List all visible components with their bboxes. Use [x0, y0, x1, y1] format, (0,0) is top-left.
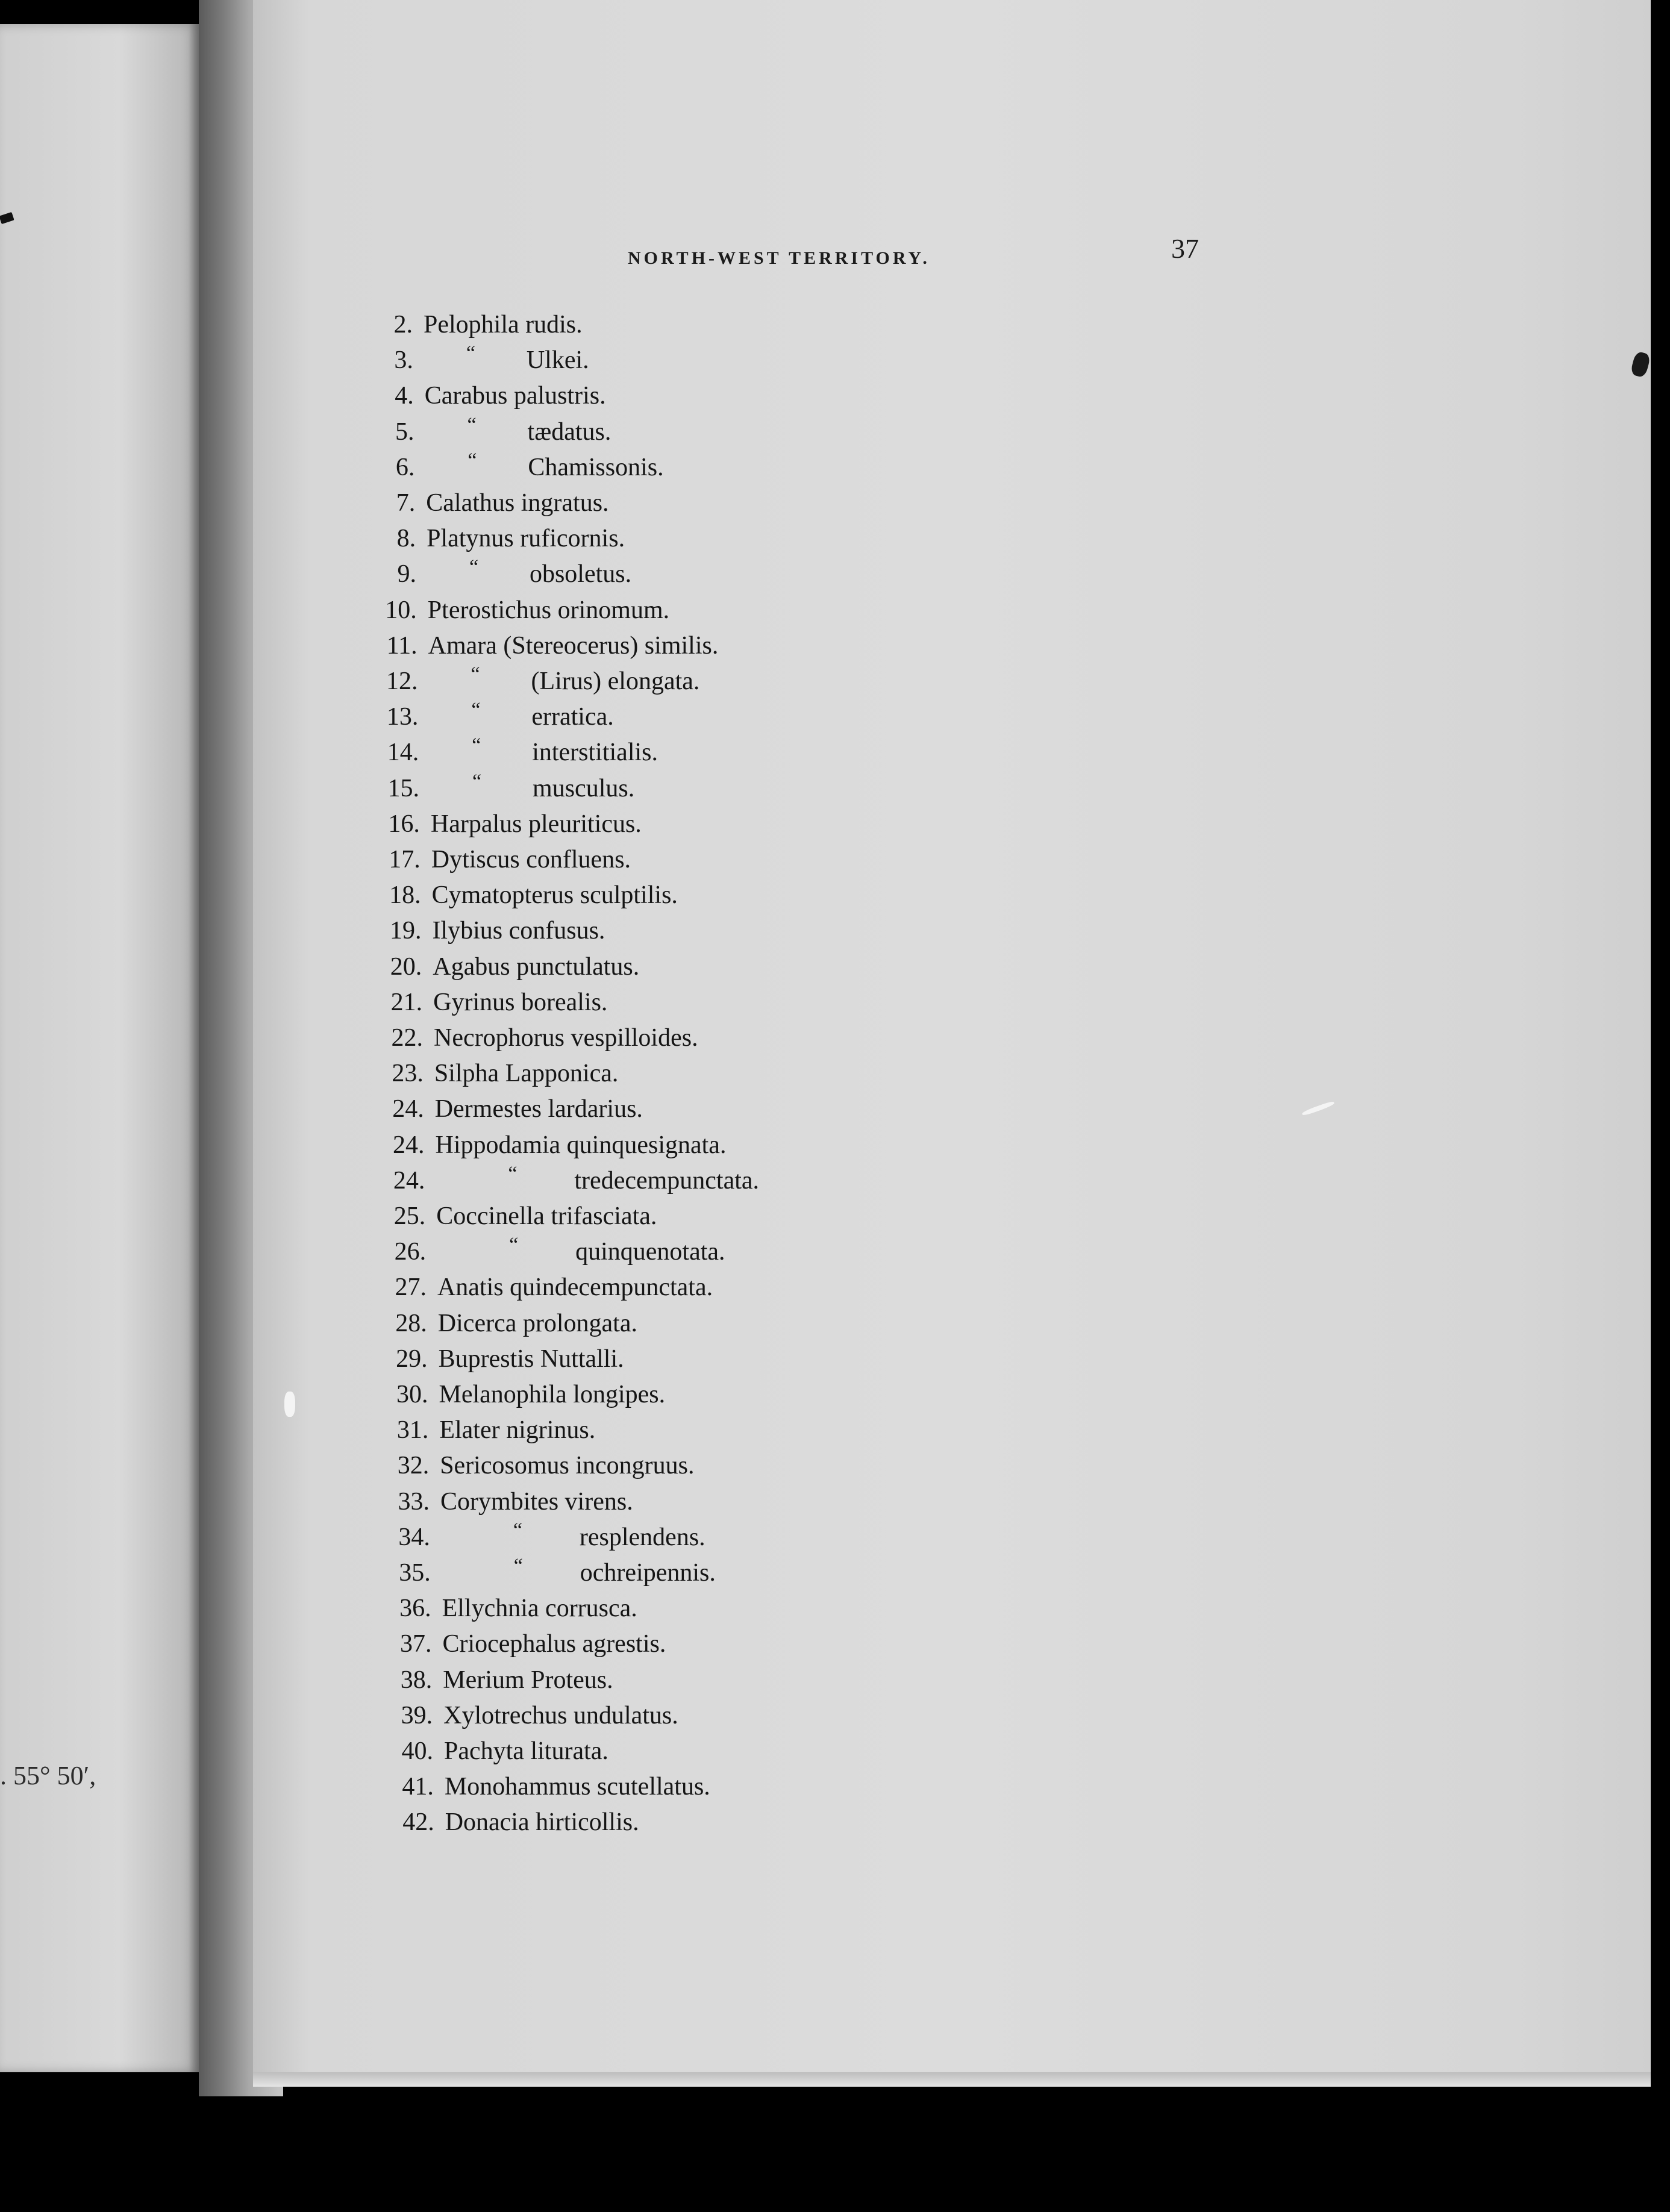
species-entry — [440, 1451, 694, 1480]
species-entry — [444, 1737, 608, 1766]
list-item — [378, 413, 921, 451]
species-name: longipes. — [573, 1381, 666, 1408]
species-entry — [433, 988, 607, 1017]
species-name: pleuriticus. — [528, 810, 642, 838]
list-item — [396, 1666, 938, 1699]
species-entry — [435, 1095, 643, 1123]
species-name: rudis. — [525, 311, 583, 339]
list-item — [389, 1162, 931, 1200]
species-name: ochreipennis. — [580, 1559, 716, 1587]
species-entry — [439, 1380, 666, 1409]
genus-name: Pelophila — [424, 311, 519, 339]
entry-number: 12. — [386, 667, 418, 695]
entry-number: 24. — [392, 1095, 424, 1123]
list-item — [390, 1234, 932, 1271]
species-name: vespilloides. — [571, 1024, 698, 1052]
list-item — [398, 1772, 940, 1806]
list-item — [388, 1095, 930, 1128]
species-name: lardarius. — [548, 1095, 643, 1123]
entry-number: 19. — [389, 917, 422, 945]
list-item — [394, 1519, 936, 1557]
entry-number: 11. — [386, 631, 418, 660]
species-name: Proteus. — [531, 1666, 613, 1694]
species-name: borealis. — [521, 988, 608, 1016]
entry-number: 5. — [395, 417, 414, 446]
species-entry — [434, 1059, 619, 1088]
entry-number: 14. — [387, 739, 419, 767]
species-name: Lapponica. — [505, 1060, 619, 1088]
species-name: punctulatus. — [516, 952, 640, 981]
list-item — [397, 1737, 939, 1770]
species-name: obsoletus. — [529, 560, 632, 589]
genus-name: Carabus — [424, 382, 508, 410]
list-item — [396, 1701, 939, 1735]
scan-border — [1651, 0, 1670, 2212]
page-number: 37 — [1171, 233, 1199, 264]
ditto-mark: “ — [466, 342, 475, 365]
species-name: tredecempunctata. — [574, 1166, 760, 1195]
species-name: undulatus. — [573, 1701, 678, 1729]
list-item — [381, 596, 923, 630]
entry-number: 18. — [389, 881, 421, 910]
ditto-mark: “ — [513, 1519, 522, 1542]
species-name: quinquenotata. — [575, 1238, 725, 1266]
genus-name: Criocephalus — [442, 1630, 577, 1658]
list-item — [384, 810, 926, 843]
species-entry — [426, 489, 608, 517]
entry-number: 22. — [391, 1024, 423, 1052]
genus-name: Ilybius — [432, 917, 503, 945]
entry-number: 40. — [401, 1737, 433, 1765]
genus-name: Donacia — [445, 1808, 530, 1837]
list-item — [395, 1629, 937, 1663]
species-name: incongruus. — [575, 1452, 695, 1480]
species-entry — [442, 1594, 637, 1623]
running-head: NORTH-WEST TERRITORY. — [628, 248, 930, 268]
ditto-mark: “ — [467, 413, 477, 436]
ditto-mark: “ — [469, 556, 479, 579]
species-entry — [425, 381, 606, 410]
list-item — [398, 1808, 940, 1842]
genus-name: Hippodamia — [435, 1131, 561, 1159]
species-name: (Stereocerus) similis. — [503, 631, 719, 660]
species-name: tædatus. — [527, 417, 611, 446]
species-entry — [428, 596, 669, 625]
genus-name: Buprestis — [438, 1345, 534, 1373]
species-name: resplendens. — [579, 1523, 705, 1551]
entry-number: 39. — [401, 1701, 433, 1729]
list-item — [389, 1202, 931, 1236]
entry-number: 37. — [399, 1630, 432, 1658]
list-item — [378, 449, 921, 487]
list-item — [386, 952, 928, 986]
list-item — [383, 770, 925, 808]
species-name: agrestis. — [582, 1630, 666, 1658]
species-entry — [440, 1487, 633, 1516]
entry-number: 25. — [393, 1202, 426, 1230]
genus-name: Sericosomus — [440, 1452, 569, 1480]
species-name: musculus. — [533, 774, 635, 802]
ditto-mark: “ — [509, 1234, 519, 1257]
entry-number: 2. — [393, 311, 413, 339]
list-item — [387, 1023, 929, 1057]
species-entry — [445, 1772, 710, 1801]
entry-number: 8. — [396, 525, 416, 553]
genus-name: Anatis — [437, 1273, 504, 1302]
list-item — [380, 556, 922, 593]
entry-number: 15. — [387, 774, 420, 802]
list-item — [392, 1380, 934, 1414]
genus-name: Necrophorus — [434, 1024, 564, 1052]
species-name: (Lirus) elongata. — [531, 667, 700, 695]
species-name: confusus. — [508, 917, 605, 945]
list-item — [385, 881, 927, 914]
species-entry — [431, 845, 631, 874]
species-name: palustris. — [513, 382, 606, 410]
list-item — [390, 1273, 933, 1307]
list-item — [386, 988, 928, 1022]
list-item — [380, 524, 922, 558]
genus-name: Pachyta — [444, 1737, 524, 1765]
list-item — [392, 1416, 934, 1449]
entry-number: 3. — [394, 346, 413, 375]
entry-number: 26. — [394, 1238, 427, 1266]
species-name: erratica. — [531, 703, 614, 731]
genus-name: Dermestes — [434, 1095, 542, 1123]
species-entry — [427, 524, 625, 553]
genus-name: Ellychnia — [442, 1595, 539, 1623]
ditto-mark: “ — [471, 699, 481, 722]
species-name: prolongata. — [522, 1309, 637, 1337]
entry-number: 29. — [396, 1345, 428, 1373]
species-entry — [445, 1808, 639, 1837]
entry-number: 24. — [393, 1131, 425, 1159]
species-entry — [434, 1023, 698, 1052]
species-entry — [432, 881, 678, 910]
entry-number: 23. — [392, 1060, 424, 1088]
previous-page-edge — [0, 24, 199, 2072]
species-entry — [443, 1701, 678, 1730]
entry-number: 6. — [395, 453, 415, 481]
species-entry — [433, 952, 639, 981]
entry-number: 9. — [397, 560, 416, 589]
species-name: liturata. — [530, 1737, 608, 1765]
entry-number: 27. — [395, 1273, 427, 1302]
species-entry — [436, 1202, 657, 1231]
list-item — [382, 699, 924, 736]
entry-number: 10. — [385, 596, 417, 624]
genus-name: Platynus — [427, 525, 514, 553]
page-bottom-edge — [253, 2072, 1651, 2087]
list-item — [387, 1059, 930, 1093]
list-item — [377, 310, 919, 344]
species-entry — [431, 810, 642, 839]
species-entry — [438, 1309, 637, 1338]
entry-number: 42. — [402, 1808, 434, 1837]
entry-number: 30. — [396, 1381, 428, 1408]
left-page-fragment: . 55° 50′, — [0, 1761, 96, 1790]
genus-name: Pterostichus — [427, 596, 552, 624]
entry-number: 17. — [389, 846, 421, 873]
genus-name: Dytiscus — [431, 846, 520, 873]
list-item — [391, 1309, 933, 1343]
species-name: ruficornis. — [520, 525, 625, 553]
ditto-mark: “ — [508, 1162, 518, 1185]
entry-number: 4. — [395, 382, 414, 410]
entry-number: 31. — [396, 1416, 429, 1445]
ditto-mark: “ — [471, 663, 480, 686]
list-item — [379, 489, 921, 522]
species-name: ingratus. — [521, 489, 609, 517]
genus-name: Merium — [443, 1666, 525, 1694]
list-item — [382, 663, 924, 701]
entry-number: 24. — [393, 1166, 425, 1195]
entry-number: 21. — [390, 988, 423, 1016]
species-entry — [439, 1416, 595, 1445]
species-name: confluens. — [526, 846, 631, 873]
list-item — [392, 1345, 934, 1378]
entry-number: 13. — [386, 703, 419, 731]
list-item — [384, 845, 927, 879]
genus-name: Amara — [428, 631, 497, 660]
genus-name: Agabus — [433, 952, 510, 981]
species-name: virens. — [564, 1487, 633, 1516]
entry-number: 33. — [398, 1487, 430, 1516]
entry-number: 16. — [388, 810, 420, 838]
entry-number: 32. — [397, 1452, 430, 1480]
species-entry — [432, 916, 605, 945]
species-entry — [424, 310, 583, 339]
ink-mark — [0, 212, 14, 224]
species-entry — [437, 1273, 713, 1302]
species-entry — [442, 1629, 666, 1658]
species-name: hirticollis. — [536, 1808, 639, 1837]
species-name: orinomum. — [557, 596, 670, 624]
entry-number: 20. — [390, 952, 422, 981]
entry-number: 28. — [395, 1309, 427, 1337]
species-entry — [443, 1666, 613, 1695]
species-entry — [428, 631, 719, 660]
list-item — [383, 734, 925, 772]
species-name: quinquesignata. — [566, 1131, 727, 1159]
entry-number: 38. — [400, 1666, 433, 1694]
ditto-mark: “ — [468, 449, 477, 472]
genus-name: Corymbites — [440, 1487, 559, 1516]
list-item — [389, 1131, 931, 1164]
species-name: Chamissonis. — [528, 453, 664, 481]
entry-number: 7. — [396, 489, 416, 517]
species-name: nigrinus. — [506, 1416, 596, 1445]
species-name: Ulkei. — [526, 346, 589, 375]
genus-name: Coccinella — [436, 1202, 545, 1230]
genus-name: Xylotrechus — [443, 1701, 568, 1729]
scan-artifact — [284, 1392, 295, 1417]
species-name: quindecempunctata. — [510, 1273, 713, 1302]
list-item — [395, 1594, 937, 1628]
ditto-mark: “ — [472, 734, 481, 757]
entry-number: 41. — [402, 1773, 434, 1801]
genus-name: Monohammus — [444, 1773, 591, 1801]
entry-number: 35. — [399, 1559, 431, 1587]
list-item — [381, 631, 924, 665]
genus-name: Gyrinus — [433, 988, 515, 1016]
species-name: interstitialis. — [532, 739, 658, 767]
list-item — [393, 1487, 936, 1521]
list-item — [385, 916, 927, 950]
species-entry — [439, 1345, 624, 1373]
entry-number: 36. — [399, 1595, 431, 1623]
entry-number: 34. — [398, 1523, 430, 1551]
genus-name: Dicerca — [437, 1309, 517, 1337]
list-item — [378, 381, 920, 415]
species-name: Nuttalli. — [540, 1345, 624, 1373]
list-item — [377, 342, 919, 380]
species-entry — [436, 1131, 727, 1160]
genus-name: Melanophila — [439, 1381, 567, 1408]
species-name: trifasciata. — [551, 1202, 657, 1230]
ditto-mark: “ — [513, 1555, 523, 1577]
genus-name: Calathus — [426, 489, 515, 517]
species-name: corrusca. — [545, 1595, 637, 1623]
list-item — [395, 1555, 937, 1592]
genus-name: Elater — [439, 1416, 500, 1445]
genus-name: Silpha — [434, 1060, 499, 1088]
species-name: sculptilis. — [580, 881, 678, 910]
ditto-mark: “ — [472, 770, 482, 793]
list-item — [393, 1451, 935, 1485]
genus-name: Cymatopterus — [431, 881, 574, 910]
species-name: scutellatus. — [597, 1773, 710, 1801]
genus-name: Harpalus — [430, 810, 522, 838]
